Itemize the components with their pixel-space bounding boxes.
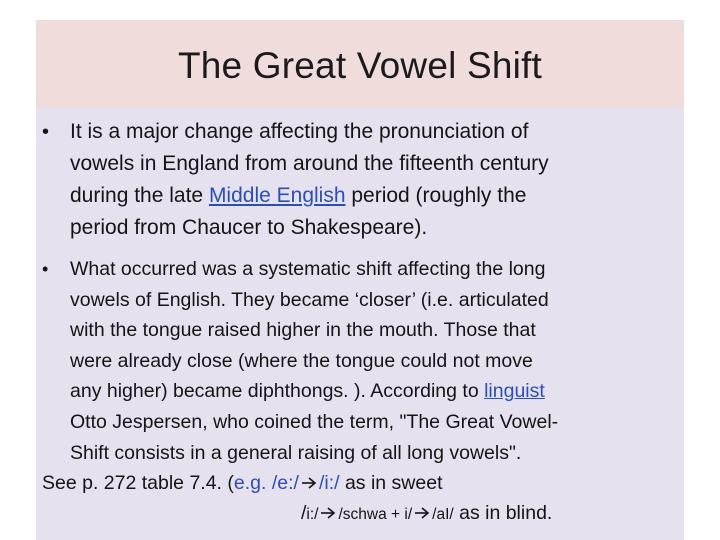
see-table-post: as in sweet bbox=[339, 472, 443, 495]
schwa-i: /schwa + i/ bbox=[338, 506, 413, 524]
bullet-2-line-3: with the tongue raised higher in the mouth. Those that bbox=[70, 319, 536, 342]
bullet-1-text bbox=[70, 116, 676, 244]
bullet-2-line-7: Shift consists in a general raising of all long vowels". bbox=[70, 441, 522, 464]
bullet-2-line-5-pre: any higher) became diphthongs. ). According to bbox=[70, 380, 485, 403]
slide-title: The Great Vowel Shift bbox=[177, 45, 543, 86]
title-band bbox=[36, 20, 684, 108]
eg-e-vowel: e.g. /e:/ bbox=[233, 472, 299, 495]
right-arrow-icon bbox=[414, 506, 430, 520]
bullet-1 bbox=[36, 116, 676, 244]
last-slash: / bbox=[301, 502, 307, 525]
bullet-2-text bbox=[70, 254, 676, 468]
bullet-1-line-3-pre: during the late bbox=[70, 184, 209, 207]
bullet-1-line-3 bbox=[70, 180, 676, 212]
right-arrow-icon bbox=[301, 476, 317, 490]
bullet-2-line-6: Otto Jespersen, who coined the term, "The Great Vowel- bbox=[70, 410, 559, 433]
bullet-dot: • bbox=[42, 121, 50, 143]
middle-english-link[interactable]: Middle English bbox=[208, 184, 346, 207]
linguist-link[interactable]: linguist bbox=[484, 380, 545, 403]
bullet-2-line-2: vowels of English. They became ‘closer’ (i.e. articulated bbox=[70, 288, 549, 311]
slide bbox=[36, 20, 684, 540]
bullet-1-line-4: period from Chaucer to Shakespeare). bbox=[70, 216, 428, 239]
bullet-dot: • bbox=[42, 259, 49, 279]
bullet-1-line-1: It is a major change affecting the pronunciation of bbox=[70, 120, 529, 143]
bullet-2-line-1: What occurred was a systematic shift affecting the long bbox=[70, 258, 546, 280]
last-i-vowel: i:/ bbox=[306, 506, 319, 524]
last-line-post: as in blind. bbox=[453, 502, 553, 525]
bullet-2 bbox=[36, 254, 676, 468]
blind-example-line bbox=[301, 498, 684, 530]
slide-body bbox=[36, 112, 684, 530]
bullet-1-line-2: vowels in England from around the fifteenth century bbox=[70, 152, 549, 175]
bullet-2-line-5 bbox=[70, 376, 676, 407]
bullet-1-line-3-post: period (roughly the bbox=[345, 184, 527, 207]
see-table-line bbox=[42, 468, 684, 498]
see-table-pre: See p. 272 table 7.4. ( bbox=[42, 472, 234, 495]
right-arrow-icon bbox=[320, 506, 336, 520]
i-vowel: /i:/ bbox=[318, 472, 340, 495]
ai-diphthong: /aI/ bbox=[432, 506, 454, 524]
bullet-2-line-4: were already close (where the tongue could not move bbox=[70, 349, 533, 372]
